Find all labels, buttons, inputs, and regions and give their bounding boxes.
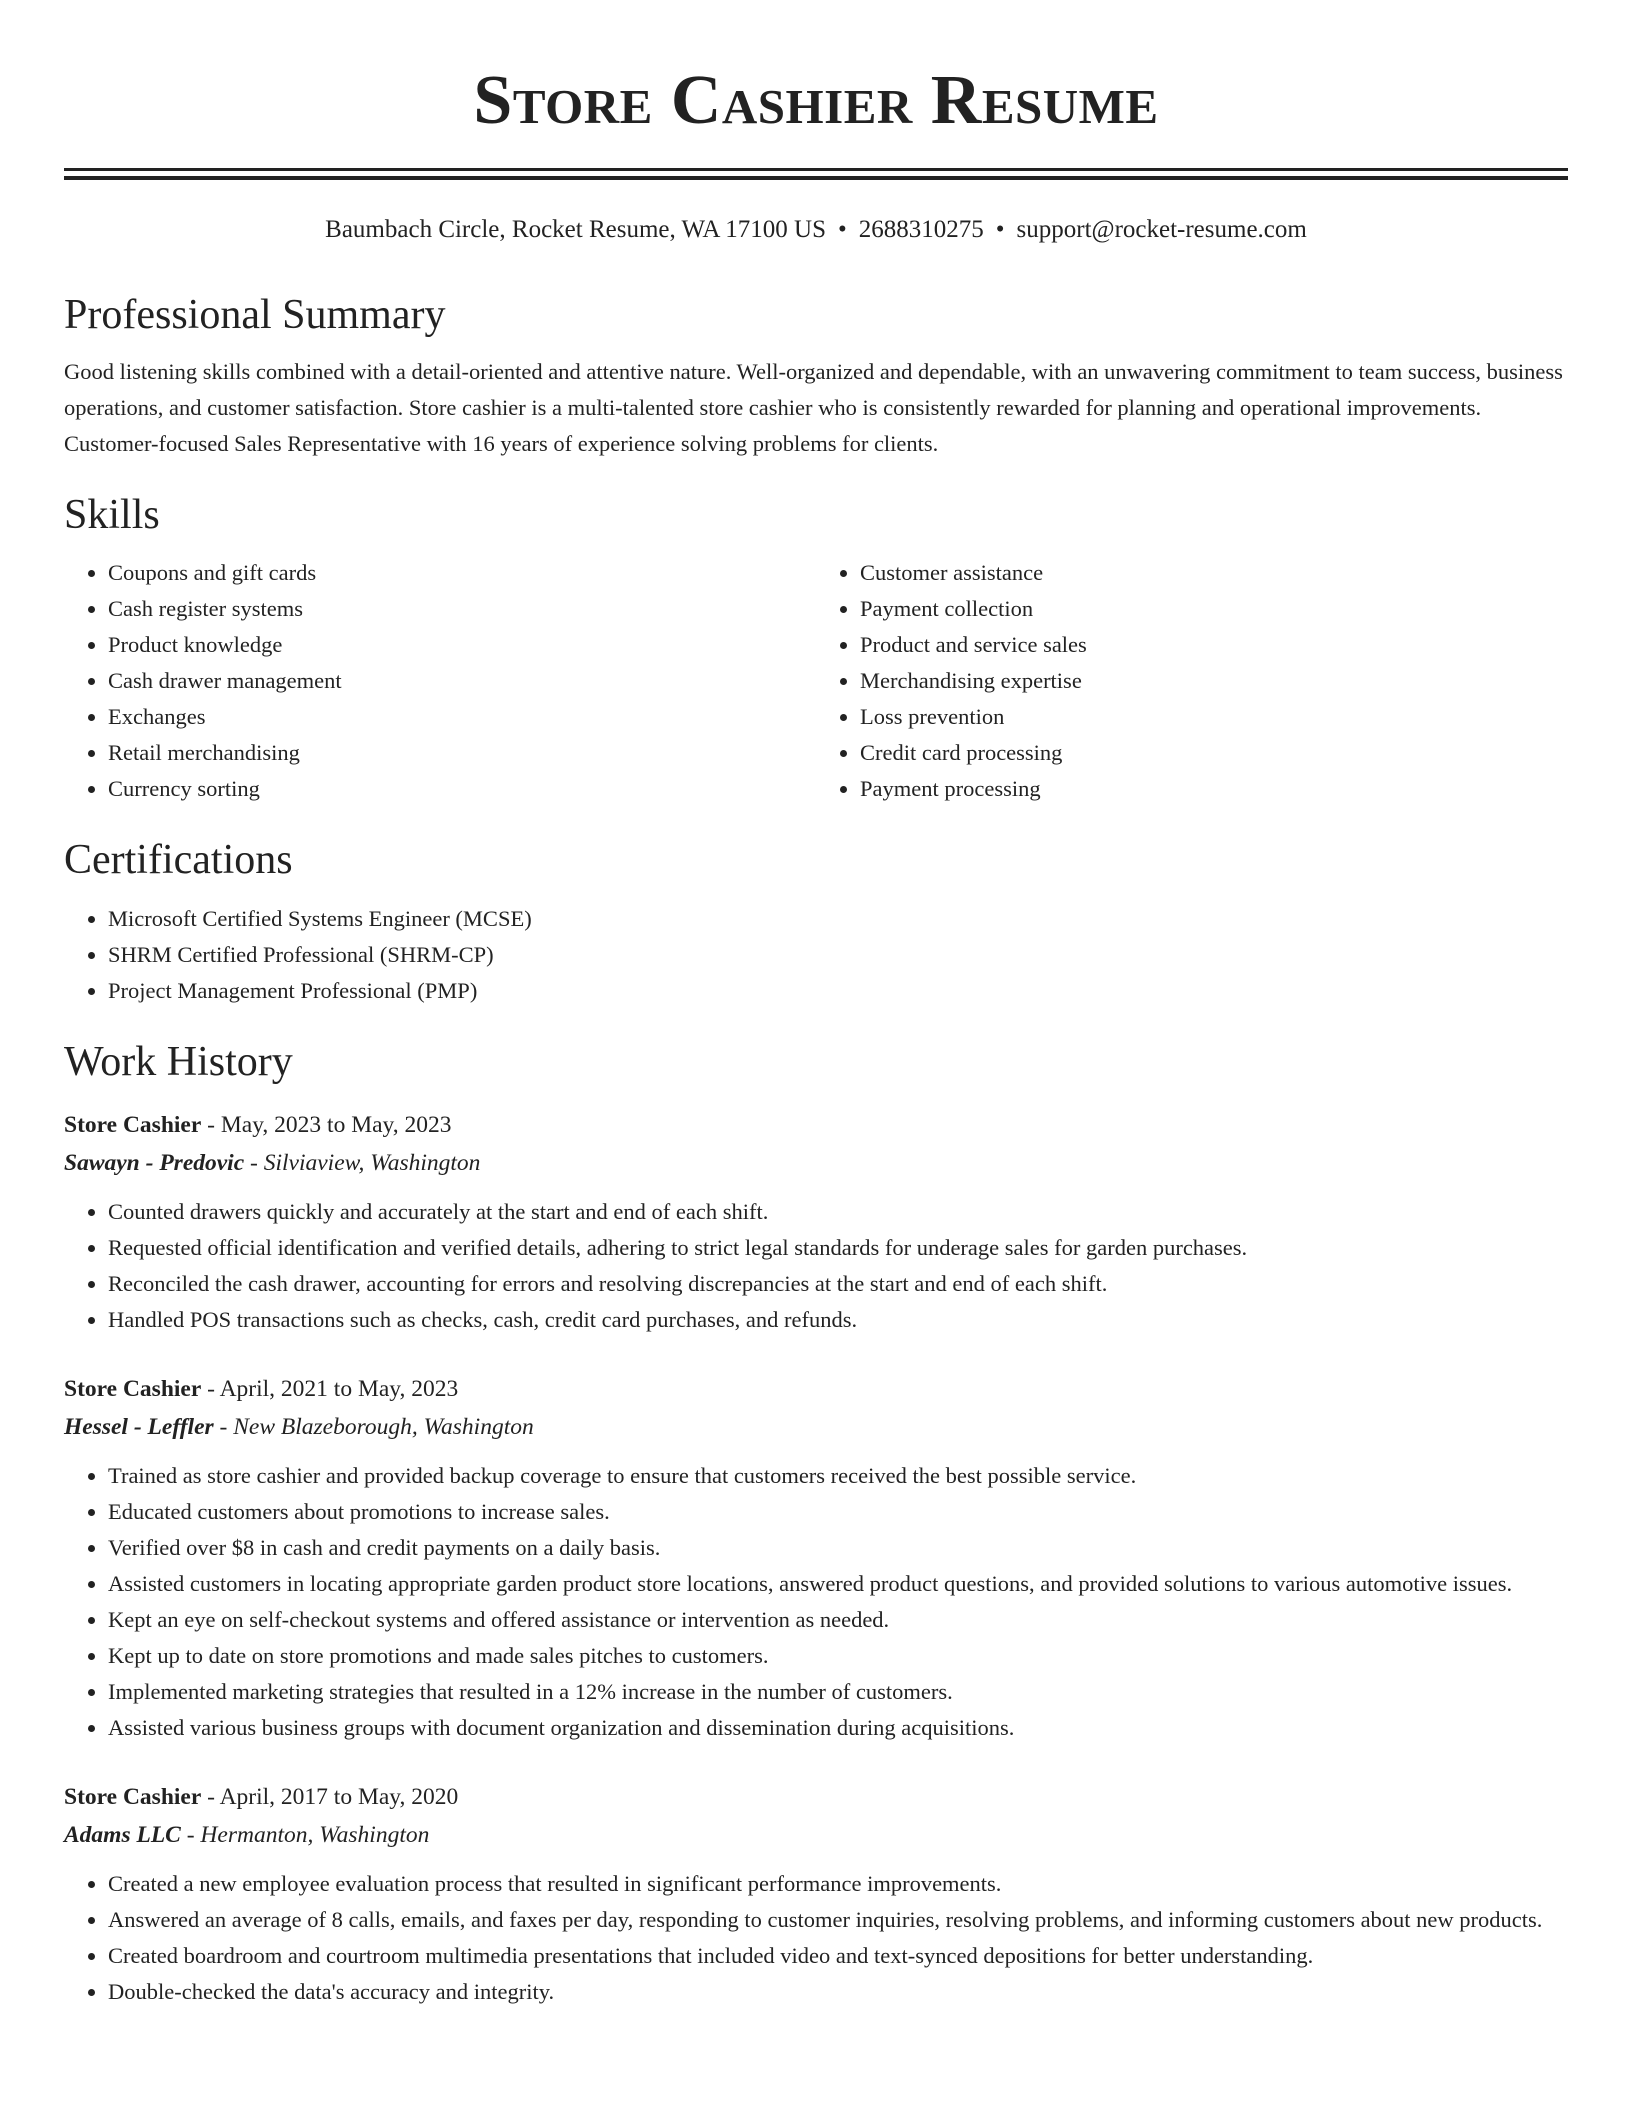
job-company-line [64, 1816, 1568, 1854]
job-dates: - April, 2017 to May, 2020 [201, 1783, 459, 1810]
job-entry [64, 1370, 1568, 1746]
job-title: Store Cashier [64, 1375, 202, 1402]
job-bullets [64, 1194, 1568, 1338]
skill-item: • Payment collection [860, 591, 1568, 627]
job-bullet: • Trained as store cashier and provided backup coverage to ensure that customers received the best possible service. [108, 1458, 1568, 1494]
skills-list-right [816, 555, 1568, 807]
skill-item: • Currency sorting [108, 771, 816, 807]
job-title-line [64, 1778, 1568, 1816]
skill-item: • Cash register systems [108, 591, 816, 627]
contact-address: Baumbach Circle, Rocket Resume, WA 17100 US [325, 216, 827, 243]
job-bullet: • Implemented marketing strategies that resulted in a 12% increase in the number of customers. [108, 1674, 1568, 1710]
summary-heading: Professional Summary [64, 292, 446, 338]
skill-item: • Credit card processing [860, 735, 1568, 771]
title-double-rule [64, 168, 1568, 180]
job-bullet: • Educated customers about promotions to increase sales. [108, 1494, 1568, 1530]
job-bullet: • Kept up to date on store promotions and made sales pitches to customers. [108, 1638, 1568, 1674]
summary-text: Good listening skills combined with a detail-oriented and attentive nature. Well-organized and dependable, with an unwavering commitment to team success, business operations, and customer satisfaction. Store cashier is a multi-talented store cashier who is consistently rewarded for planning and operational improvements. Customer-focused Sales Representative with 16 years of experience solving problems for clients. [64, 359, 1563, 457]
job-bullet: • Requested official identification and verified details, adhering to strict legal standards for underage sales for garden purchases. [108, 1230, 1568, 1266]
job-location: - Hermanton, Washington [180, 1821, 430, 1848]
work-history-heading: Work History [64, 1039, 293, 1086]
job-bullet: • Handled POS transactions such as checks, cash, credit card purchases, and refunds. [108, 1302, 1568, 1338]
contact-email[interactable]: support@rocket-resume.com [1016, 216, 1307, 243]
job-bullet: • Assisted customers in locating appropriate garden product store locations, answered product questions, and provided solutions to various automotive issues. [108, 1566, 1568, 1602]
job-bullet: • Double-checked the data's accuracy and integrity. [108, 1974, 1568, 2010]
skill-item: • Exchanges [108, 699, 816, 735]
job-dates: - May, 2023 to May, 2023 [201, 1111, 452, 1138]
skill-item: • Cash drawer management [108, 663, 816, 699]
job-bullet: • Assisted various business groups with document organization and dissemination during acquisitions. [108, 1710, 1568, 1746]
job-company: Sawayn - Predovic [64, 1149, 245, 1176]
certification-item: • Project Management Professional (PMP) [108, 973, 1568, 1009]
job-bullet: • Verified over $8 in cash and credit payments on a daily basis. [108, 1530, 1568, 1566]
job-title-line [64, 1106, 1568, 1144]
job-bullet: • Reconciled the cash drawer, accounting for errors and resolving discrepancies at the start and end of each shift. [108, 1266, 1568, 1302]
job-entry [64, 1778, 1568, 2010]
certifications-list [64, 901, 1568, 1009]
job-bullet: • Created boardroom and courtroom multimedia presentations that included video and text-synced depositions for better understanding. [108, 1938, 1568, 1974]
certification-item: • SHRM Certified Professional (SHRM-CP) [108, 937, 1568, 973]
skill-item: • Customer assistance [860, 555, 1568, 591]
job-bullet: • Counted drawers quickly and accurately at the start and end of each shift. [108, 1194, 1568, 1230]
job-title-line [64, 1370, 1568, 1408]
skills-heading: Skills [64, 492, 160, 539]
skill-item: • Merchandising expertise [860, 663, 1568, 699]
job-title: Store Cashier [64, 1111, 202, 1138]
job-location: - Silviaview, Washington [244, 1149, 481, 1176]
job-bullet: • Created a new employee evaluation process that resulted in significant performance improvements. [108, 1866, 1568, 1902]
job-bullet: • Answered an average of 8 calls, emails, and faxes per day, responding to customer inquiries, resolving problems, and informing customers about new products. [108, 1902, 1568, 1938]
job-bullets [64, 1866, 1568, 2010]
skill-item: • Loss prevention [860, 699, 1568, 735]
job-location: - New Blazeborough, Washington [213, 1413, 534, 1440]
certification-item: • Microsoft Certified Systems Engineer (MCSE) [108, 901, 1568, 937]
skill-item: • Product knowledge [108, 627, 816, 663]
contact-phone: 2688310275 [858, 216, 984, 243]
skills-columns [64, 555, 1568, 807]
job-bullet: • Kept an eye on self-checkout systems and offered assistance or intervention as needed. [108, 1602, 1568, 1638]
skills-list-left [64, 555, 816, 807]
job-company-line [64, 1408, 1568, 1446]
certifications-heading: Certifications [64, 836, 293, 883]
job-company: Adams LLC [64, 1821, 181, 1848]
skill-item: • Payment processing [860, 771, 1568, 807]
job-entry [64, 1106, 1568, 1338]
job-company-line [64, 1144, 1568, 1182]
job-bullets [64, 1458, 1568, 1746]
skill-item: • Coupons and gift cards [108, 555, 816, 591]
job-title: Store Cashier [64, 1783, 202, 1810]
contact-line [64, 216, 1568, 244]
contact-separator: • [995, 216, 1005, 243]
job-company: Hessel - Leffler [64, 1413, 214, 1440]
skill-item: • Retail merchandising [108, 735, 816, 771]
contact-separator: • [838, 216, 847, 243]
skill-item: • Product and service sales [860, 627, 1568, 663]
job-dates: - April, 2021 to May, 2023 [201, 1375, 459, 1402]
resume-title: Store Cashier Resume [473, 62, 1159, 139]
